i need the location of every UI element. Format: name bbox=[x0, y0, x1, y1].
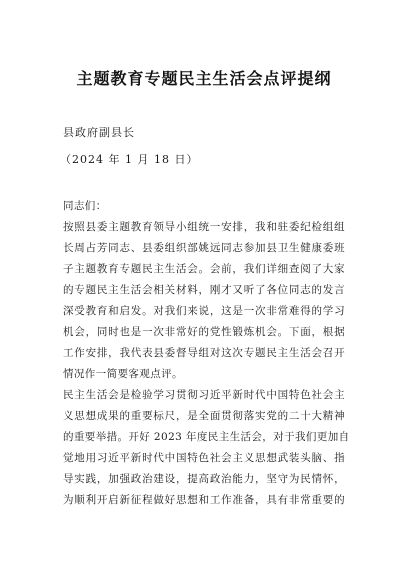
salutation: 同志们： bbox=[63, 200, 107, 212]
text-line: 的专题民主生活会相关材料，刚才又听了各位同志的发言 bbox=[63, 284, 345, 296]
text-line: 的重要举措。开好 2023 年度民主生活会，对于我们更加自 bbox=[63, 431, 350, 443]
author-line: 县政府副县长 bbox=[63, 126, 135, 139]
text-line: 深受教育和启发。对我们来说，这是一次非常难得的学习 bbox=[63, 305, 345, 317]
date-line: （2024 年 1 月 18 日） bbox=[60, 153, 199, 166]
text-line: 工作安排，我代表县委督导组对这次专题民主生活会召开 bbox=[63, 347, 345, 359]
text-line: 情况作一简要客观点评。 bbox=[63, 368, 183, 380]
text-line: 机会，同时也是一次非常好的党性锻炼机会。下面，根据 bbox=[63, 326, 345, 338]
text-line: 义思想成果的重要标尺，是全面贯彻落实党的二十大精神 bbox=[63, 410, 345, 422]
paragraph-1 bbox=[63, 217, 345, 385]
text-line: 导实践，加强政治建设，提高政治能力，坚守为民情怀， bbox=[63, 473, 345, 485]
document-body bbox=[63, 196, 350, 511]
text-line: 子主题教育专题民主生活会。会前，我们详细查阅了大家 bbox=[63, 263, 345, 275]
text-line: 长周占芳同志、县委组织部姚远同志参加县卫生健康委班 bbox=[63, 242, 345, 254]
text-line: 按照县委主题教育领导小组统一安排，我和驻委纪检组组 bbox=[63, 221, 345, 233]
document-title: 主题教育专题民主生活会点评提纲 bbox=[76, 69, 332, 88]
text-line: 为顺利开启新征程做好思想和工作准备，具有非常重要的 bbox=[63, 494, 345, 506]
text-line: 民主生活会是检验学习贯彻习近平新时代中国特色社会主 bbox=[63, 389, 345, 401]
text-line: 觉地用习近平新时代中国特色社会主义思想武装头脑、指 bbox=[63, 452, 345, 464]
paragraph-2 bbox=[63, 385, 350, 511]
